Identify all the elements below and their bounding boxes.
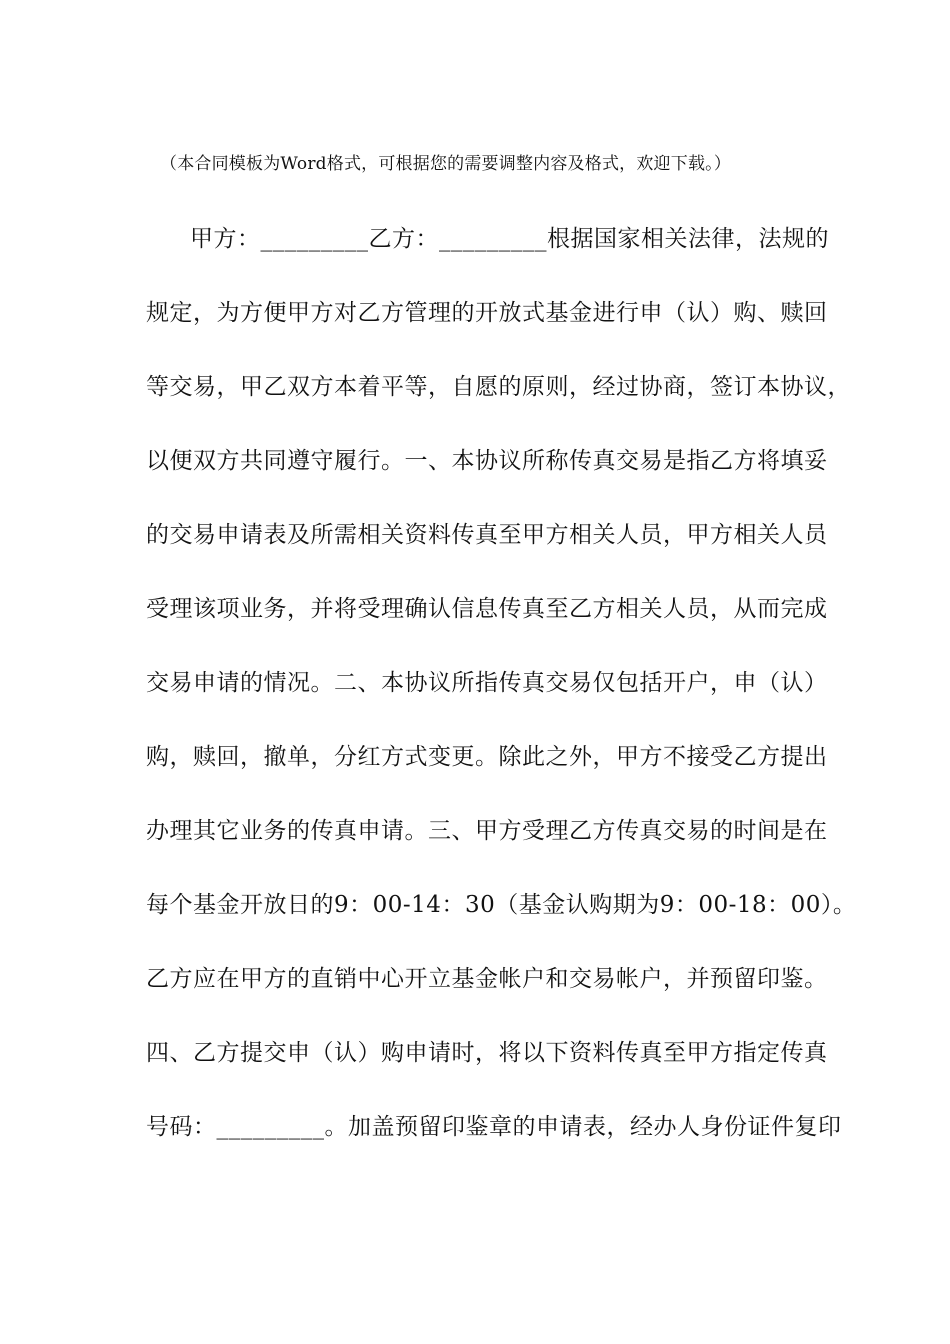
body-line: 的交易申请表及所需相关资料传真至甲方相关人员，甲方相关人员 (146, 522, 828, 548)
body-line: 乙方应在甲方的直销中心开立基金帐户和交易帐户，并预留印鉴。 (146, 966, 828, 992)
body-line: 号码：_________。加盖预留印鉴章的申请表，经办人身份证件复印 (146, 1114, 842, 1140)
body-line: 四、乙方提交申（认）购申请时，将以下资料传真至甲方指定传真 (146, 1040, 828, 1066)
body-line: 交易申请的情况。二、本协议所指传真交易仅包括开户，申（认） (146, 670, 828, 696)
body-line: 购，赎回，撤单，分红方式变更。除此之外，甲方不接受乙方提出 (146, 744, 828, 770)
body-line: 受理该项业务，并将受理确认信息传真至乙方相关人员，从而完成 (146, 596, 828, 622)
body-line: 以便双方共同遵守履行。一、本协议所称传真交易是指乙方将填妥 (146, 448, 828, 474)
body-line: 甲方：_________乙方：_________根据国家相关法律，法规的 (190, 226, 829, 252)
body-line: 办理其它业务的传真申请。三、甲方受理乙方传真交易的时间是在 (146, 818, 828, 844)
template-note: （本合同模板为Word格式，可根据您的需要调整内容及格式，欢迎下载。） (160, 154, 732, 174)
body-line: 每个基金开放日的9：00-14：30（基金认购期为9：00-18：00）。 (146, 892, 857, 918)
body-line: 规定，为方便甲方对乙方管理的开放式基金进行申（认）购、赎回 (146, 300, 828, 326)
body-line: 等交易，甲乙双方本着平等，自愿的原则，经过协商，签订本协议， (146, 374, 851, 400)
